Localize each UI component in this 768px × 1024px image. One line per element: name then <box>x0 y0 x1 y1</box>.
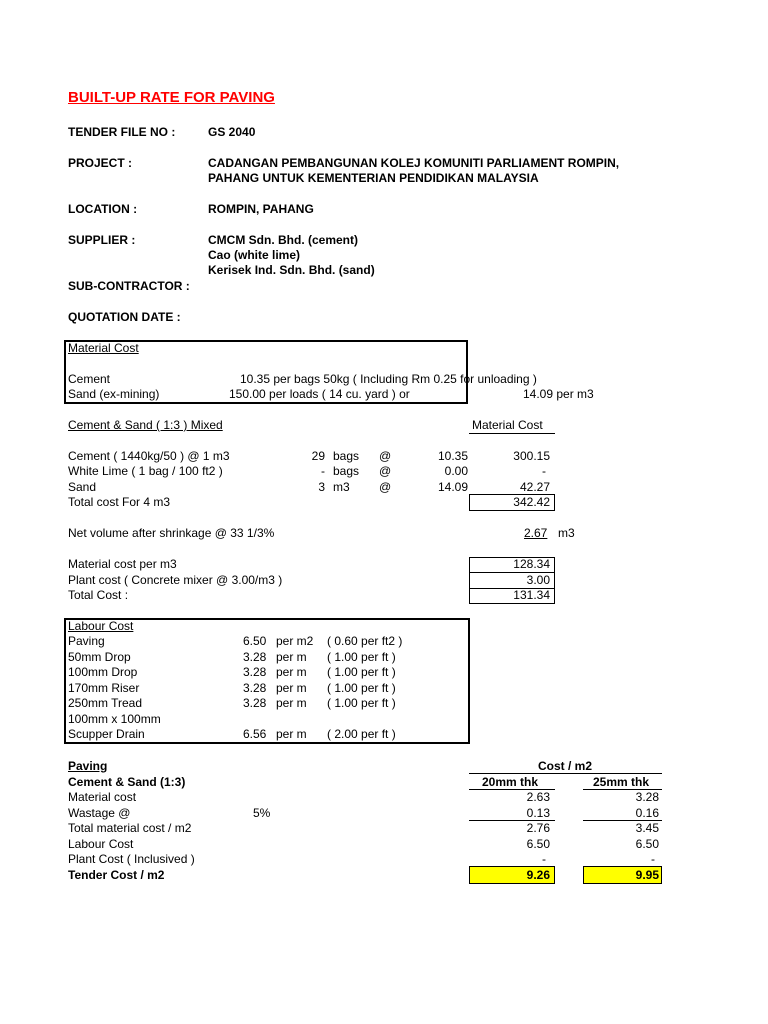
mix-row-sand-amount: 42.27 <box>519 480 550 494</box>
mix-row-sand-unit: m3 <box>333 480 350 494</box>
labour-row-alt: ( 1.00 per ft ) <box>327 665 396 679</box>
tender-cost-label: Tender Cost / m2 <box>68 868 165 882</box>
mix-title: Cement & Sand ( 1:3 ) Mixed <box>68 418 223 432</box>
labour-row-rate: 6.56 <box>243 727 267 741</box>
labour-row-item: 170mm Riser <box>68 681 140 695</box>
labour-row-alt: ( 0.60 per ft2 ) <box>327 634 403 648</box>
labour-row-item: 250mm Tread <box>68 696 143 710</box>
labour-row-unit: per m <box>276 650 307 664</box>
labour-row-item: Paving <box>68 634 105 648</box>
col-20mm-header: 20mm thk <box>482 775 539 789</box>
labour-row-alt: ( 1.00 per ft ) <box>327 650 396 664</box>
tender-cost-20mm: 9.26 <box>526 868 550 882</box>
cost-header-underline <box>469 773 662 774</box>
paving-row-25mm: 3.28 <box>635 790 659 804</box>
mix-row-lime-at: @ <box>379 464 392 478</box>
paving-row-20mm: 2.76 <box>526 821 550 835</box>
quotation-date-label: QUOTATION DATE : <box>68 310 181 324</box>
net-volume-value: 2.67 <box>524 526 548 540</box>
mix-total-label: Total cost For 4 m3 <box>68 495 171 509</box>
paving-row-25mm: 3.45 <box>635 821 659 835</box>
labour-row-item: 100mm x 100mm <box>68 712 161 726</box>
total-cost-value: 131.34 <box>513 588 550 602</box>
supplier-line-1: CMCM Sdn. Bhd. (cement) <box>208 233 358 247</box>
material-per-m3-label: Material cost per m3 <box>68 557 177 571</box>
labour-row-item: 50mm Drop <box>68 650 131 664</box>
col-25mm-header: 25mm thk <box>593 775 650 789</box>
material-cost-underline <box>469 433 555 434</box>
location-value: ROMPIN, PAHANG <box>208 202 314 216</box>
cost-per-m2-header: Cost / m2 <box>538 759 593 773</box>
net-volume-unit: m3 <box>558 526 575 540</box>
mix-row-lime-item: White Lime ( 1 bag / 100 ft2 ) <box>68 464 223 478</box>
supplier-label: SUPPLIER : <box>68 233 136 247</box>
material-per-m3-value: 128.34 <box>513 557 550 571</box>
paving-row-label: Labour Cost <box>68 837 134 851</box>
paving-row-20mm: 6.50 <box>526 837 550 851</box>
labour-row-alt: ( 1.00 per ft ) <box>327 696 396 710</box>
wastage-percent: 5% <box>253 806 271 820</box>
paving-row-25mm: 6.50 <box>635 837 659 851</box>
labour-row-rate: 3.28 <box>243 696 267 710</box>
labour-row-unit: per m <box>276 727 307 741</box>
mix-row-cement-rate: 10.35 <box>437 449 468 463</box>
paving-row-25mm: - <box>651 852 655 866</box>
labour-row-rate: 3.28 <box>243 650 267 664</box>
labour-row-unit: per m <box>276 681 307 695</box>
tender-file-value: GS 2040 <box>208 125 256 139</box>
paving-row-label: Wastage @ <box>68 806 131 820</box>
supplier-line-3: Kerisek Ind. Sdn. Bhd. (sand) <box>208 263 375 277</box>
labour-row-item: 100mm Drop <box>68 665 138 679</box>
page-title: BUILT-UP RATE FOR PAVING <box>68 89 275 106</box>
cement-label: Cement <box>68 372 111 386</box>
tender-file-label: TENDER FILE NO : <box>68 125 176 139</box>
paving-row-25mm: 0.16 <box>635 806 659 820</box>
project-line-1: CADANGAN PEMBANGUNAN KOLEJ KOMUNITI PARLIAMENT ROMPIN, <box>208 156 620 170</box>
mix-row-lime-amount: - <box>542 464 546 478</box>
paving-row-label: Total material cost / m2 <box>68 821 192 835</box>
mix-row-lime-qty: - <box>321 464 325 478</box>
labour-row-rate: 6.50 <box>243 634 267 648</box>
sand-per-m3: 14.09 per m3 <box>523 387 594 401</box>
mix-row-sand-item: Sand <box>68 480 97 494</box>
mix-row-cement-unit: bags <box>333 449 360 463</box>
labour-row-rate: 3.28 <box>243 681 267 695</box>
labour-row-item: Scupper Drain <box>68 727 145 741</box>
tender-cost-25mm: 9.95 <box>635 868 659 882</box>
labour-row-unit: per m2 <box>276 634 314 648</box>
mix-row-sand-qty: 3 <box>318 480 325 494</box>
paving-row-label: Material cost <box>68 790 137 804</box>
paving-subtitle: Cement & Sand (1:3) <box>68 775 186 789</box>
subcontractor-label: SUB-CONTRACTOR : <box>68 279 190 293</box>
mix-row-cement-amount: 300.15 <box>513 449 550 463</box>
location-label: LOCATION : <box>68 202 138 216</box>
paving-row-20mm: 2.63 <box>526 790 550 804</box>
supplier-line-2: Cao (white lime) <box>208 248 301 262</box>
material-cost-header: Material Cost <box>472 418 543 432</box>
mix-row-cement-at: @ <box>379 449 392 463</box>
plant-cost-label: Plant cost ( Concrete mixer @ 3.00/m3 ) <box>68 573 283 587</box>
material-cost-title: Material Cost <box>68 341 139 355</box>
mix-row-lime-rate: 0.00 <box>444 464 468 478</box>
paving-row-20mm: - <box>542 852 546 866</box>
mix-row-lime-unit: bags <box>333 464 360 478</box>
total-cost-label: Total Cost : <box>68 588 129 602</box>
labour-row-unit: per m <box>276 696 307 710</box>
project-label: PROJECT : <box>68 156 133 170</box>
sand-label: Sand (ex-mining) <box>68 387 160 401</box>
mix-row-sand-rate: 14.09 <box>437 480 468 494</box>
labour-row-alt: ( 1.00 per ft ) <box>327 681 396 695</box>
labour-row-alt: ( 2.00 per ft ) <box>327 727 396 741</box>
mix-row-sand-at: @ <box>379 480 392 494</box>
paving-row-20mm: 0.13 <box>526 806 550 820</box>
paving-row-label: Plant Cost ( Inclusived ) <box>68 852 195 866</box>
mix-total-value: 342.42 <box>513 495 550 509</box>
project-line-2: PAHANG UNTUK KEMENTERIAN PENDIDIKAN MALAYSIA <box>208 171 539 185</box>
labour-title: Labour Cost <box>68 619 134 633</box>
mix-row-cement-qty: 29 <box>311 449 325 463</box>
paving-title: Paving <box>68 759 108 773</box>
plant-cost-value: 3.00 <box>526 573 550 587</box>
cement-rate: 10.35 per bags 50kg ( Including Rm 0.25 for unloading ) <box>240 372 537 386</box>
sand-rate: 150.00 per loads ( 14 cu. yard ) or <box>229 387 410 401</box>
mix-row-cement-item: Cement ( 1440kg/50 ) @ 1 m3 <box>68 449 230 463</box>
labour-row-rate: 3.28 <box>243 665 267 679</box>
net-volume-label: Net volume after shrinkage @ 33 1/3% <box>68 526 275 540</box>
labour-row-unit: per m <box>276 665 307 679</box>
